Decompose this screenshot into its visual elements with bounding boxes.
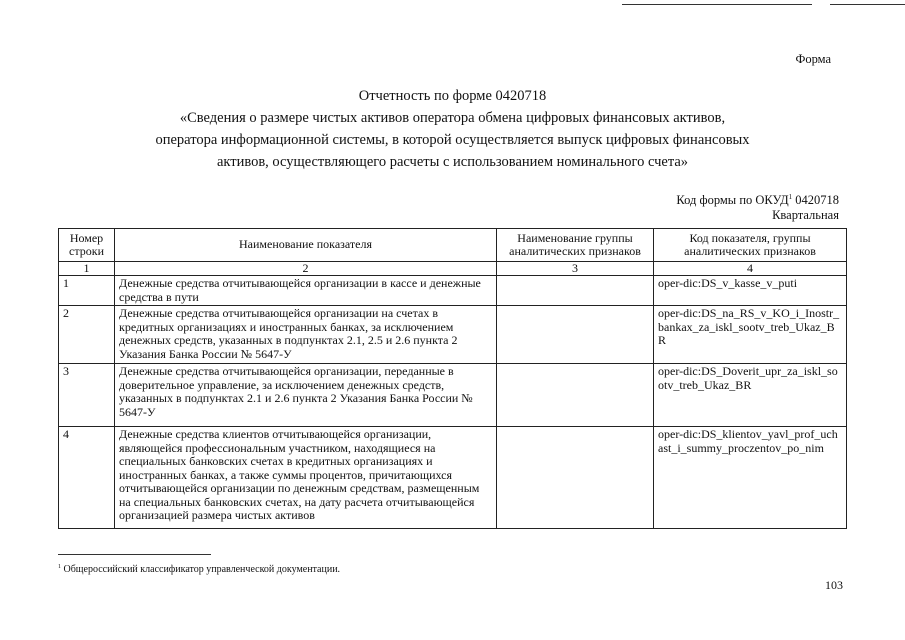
page-number: 103 <box>825 578 843 592</box>
table-row <box>59 306 847 364</box>
okud-block <box>676 193 839 223</box>
top-rule-left <box>622 4 812 5</box>
header-code: Код показателя, группы аналитических признаков <box>654 229 847 262</box>
group-name <box>497 427 654 529</box>
column-number: 1 <box>59 262 115 276</box>
indicator-code: oper-dic:DS_na_RS_v_KO_i_Inostr_bankax_za_iskl_sootv_treb_Ukaz_BR <box>654 306 847 364</box>
column-number: 4 <box>654 262 847 276</box>
group-name <box>497 306 654 364</box>
indicator-code: oper-dic:DS_Doverit_upr_za_iskl_sootv_treb_Ukaz_BR <box>654 364 847 427</box>
okud-footnote-mark: 1 <box>788 193 793 201</box>
column-number-row <box>59 262 847 276</box>
top-rule-right <box>830 4 905 5</box>
column-number: 3 <box>497 262 654 276</box>
table-row <box>59 276 847 306</box>
okud-code-line <box>676 193 839 208</box>
footnote-mark: 1 <box>58 564 61 570</box>
indicator-code: oper-dic:DS_v_kasse_v_puti <box>654 276 847 306</box>
row-number: 3 <box>59 364 115 427</box>
group-name <box>497 276 654 306</box>
report-subtitle-line-3: активов, осуществляющего расчеты с использованием номинального счета» <box>216 154 689 170</box>
table-header-row <box>59 229 847 262</box>
column-number: 2 <box>115 262 497 276</box>
header-indicator-name: Наименование показателя <box>115 229 497 262</box>
row-number: 2 <box>59 306 115 364</box>
table-row <box>59 364 847 427</box>
row-number: 1 <box>59 276 115 306</box>
report-title: Отчетность по форме 0420718 <box>358 88 547 104</box>
indicator-name: Денежные средства отчитывающейся организации на счетах в кредитных организациях и иностранных банках, за исключением денежных средств, указанных в подпунктах 2.1, 2.5 и 2.6 пункта 2 Указания Банка России № 5647-У <box>115 306 497 364</box>
footnote <box>58 564 340 575</box>
group-name <box>497 364 654 427</box>
footnote-text: Общероссийский классификатор управленческой документации. <box>61 564 341 575</box>
okud-prefix: Код формы по ОКУД <box>676 193 789 207</box>
indicator-code: oper-dic:DS_klientov_yavl_prof_uchast_i_summy_proczentov_po_nim <box>654 427 847 529</box>
indicators-table <box>58 228 847 529</box>
header-row-number: Номер строки <box>59 229 115 262</box>
report-subtitle-line-1: «Сведения о размере чистых активов оператора обмена цифровых финансовых активов, <box>179 110 726 126</box>
okud-code: 0420718 <box>792 193 839 207</box>
indicator-name: Денежные средства клиентов отчитывающейся организации, являющейся профессиональным участником, находящиеся на специальных банковских счетах в кредитных организациях и иностранных банках, а также суммы процентов, причитающихся отчитывающейся организации по денежным средствам, размещенным на специальных банковских счетах, на дату расчета отчитывающейся организацией размера чистых активов <box>115 427 497 529</box>
row-number: 4 <box>59 427 115 529</box>
form-label: Форма <box>795 52 831 66</box>
indicator-name: Денежные средства отчитывающейся организации, переданные в доверительное управление, за исключением денежных средств, указанных в подпунктах 2.1 и 2.6 пункта 2 Указания Банка России № 5647-У <box>115 364 497 427</box>
table-row <box>59 427 847 529</box>
header-group-name: Наименование группы аналитических признаков <box>497 229 654 262</box>
period-label: Квартальная <box>772 208 839 222</box>
report-subtitle-line-2: оператора информационной системы, в которой осуществляется выпуск цифровых финансовых <box>155 132 750 148</box>
indicator-name: Денежные средства отчитывающейся организации в кассе и денежные средства в пути <box>115 276 497 306</box>
footnote-separator <box>58 554 211 555</box>
